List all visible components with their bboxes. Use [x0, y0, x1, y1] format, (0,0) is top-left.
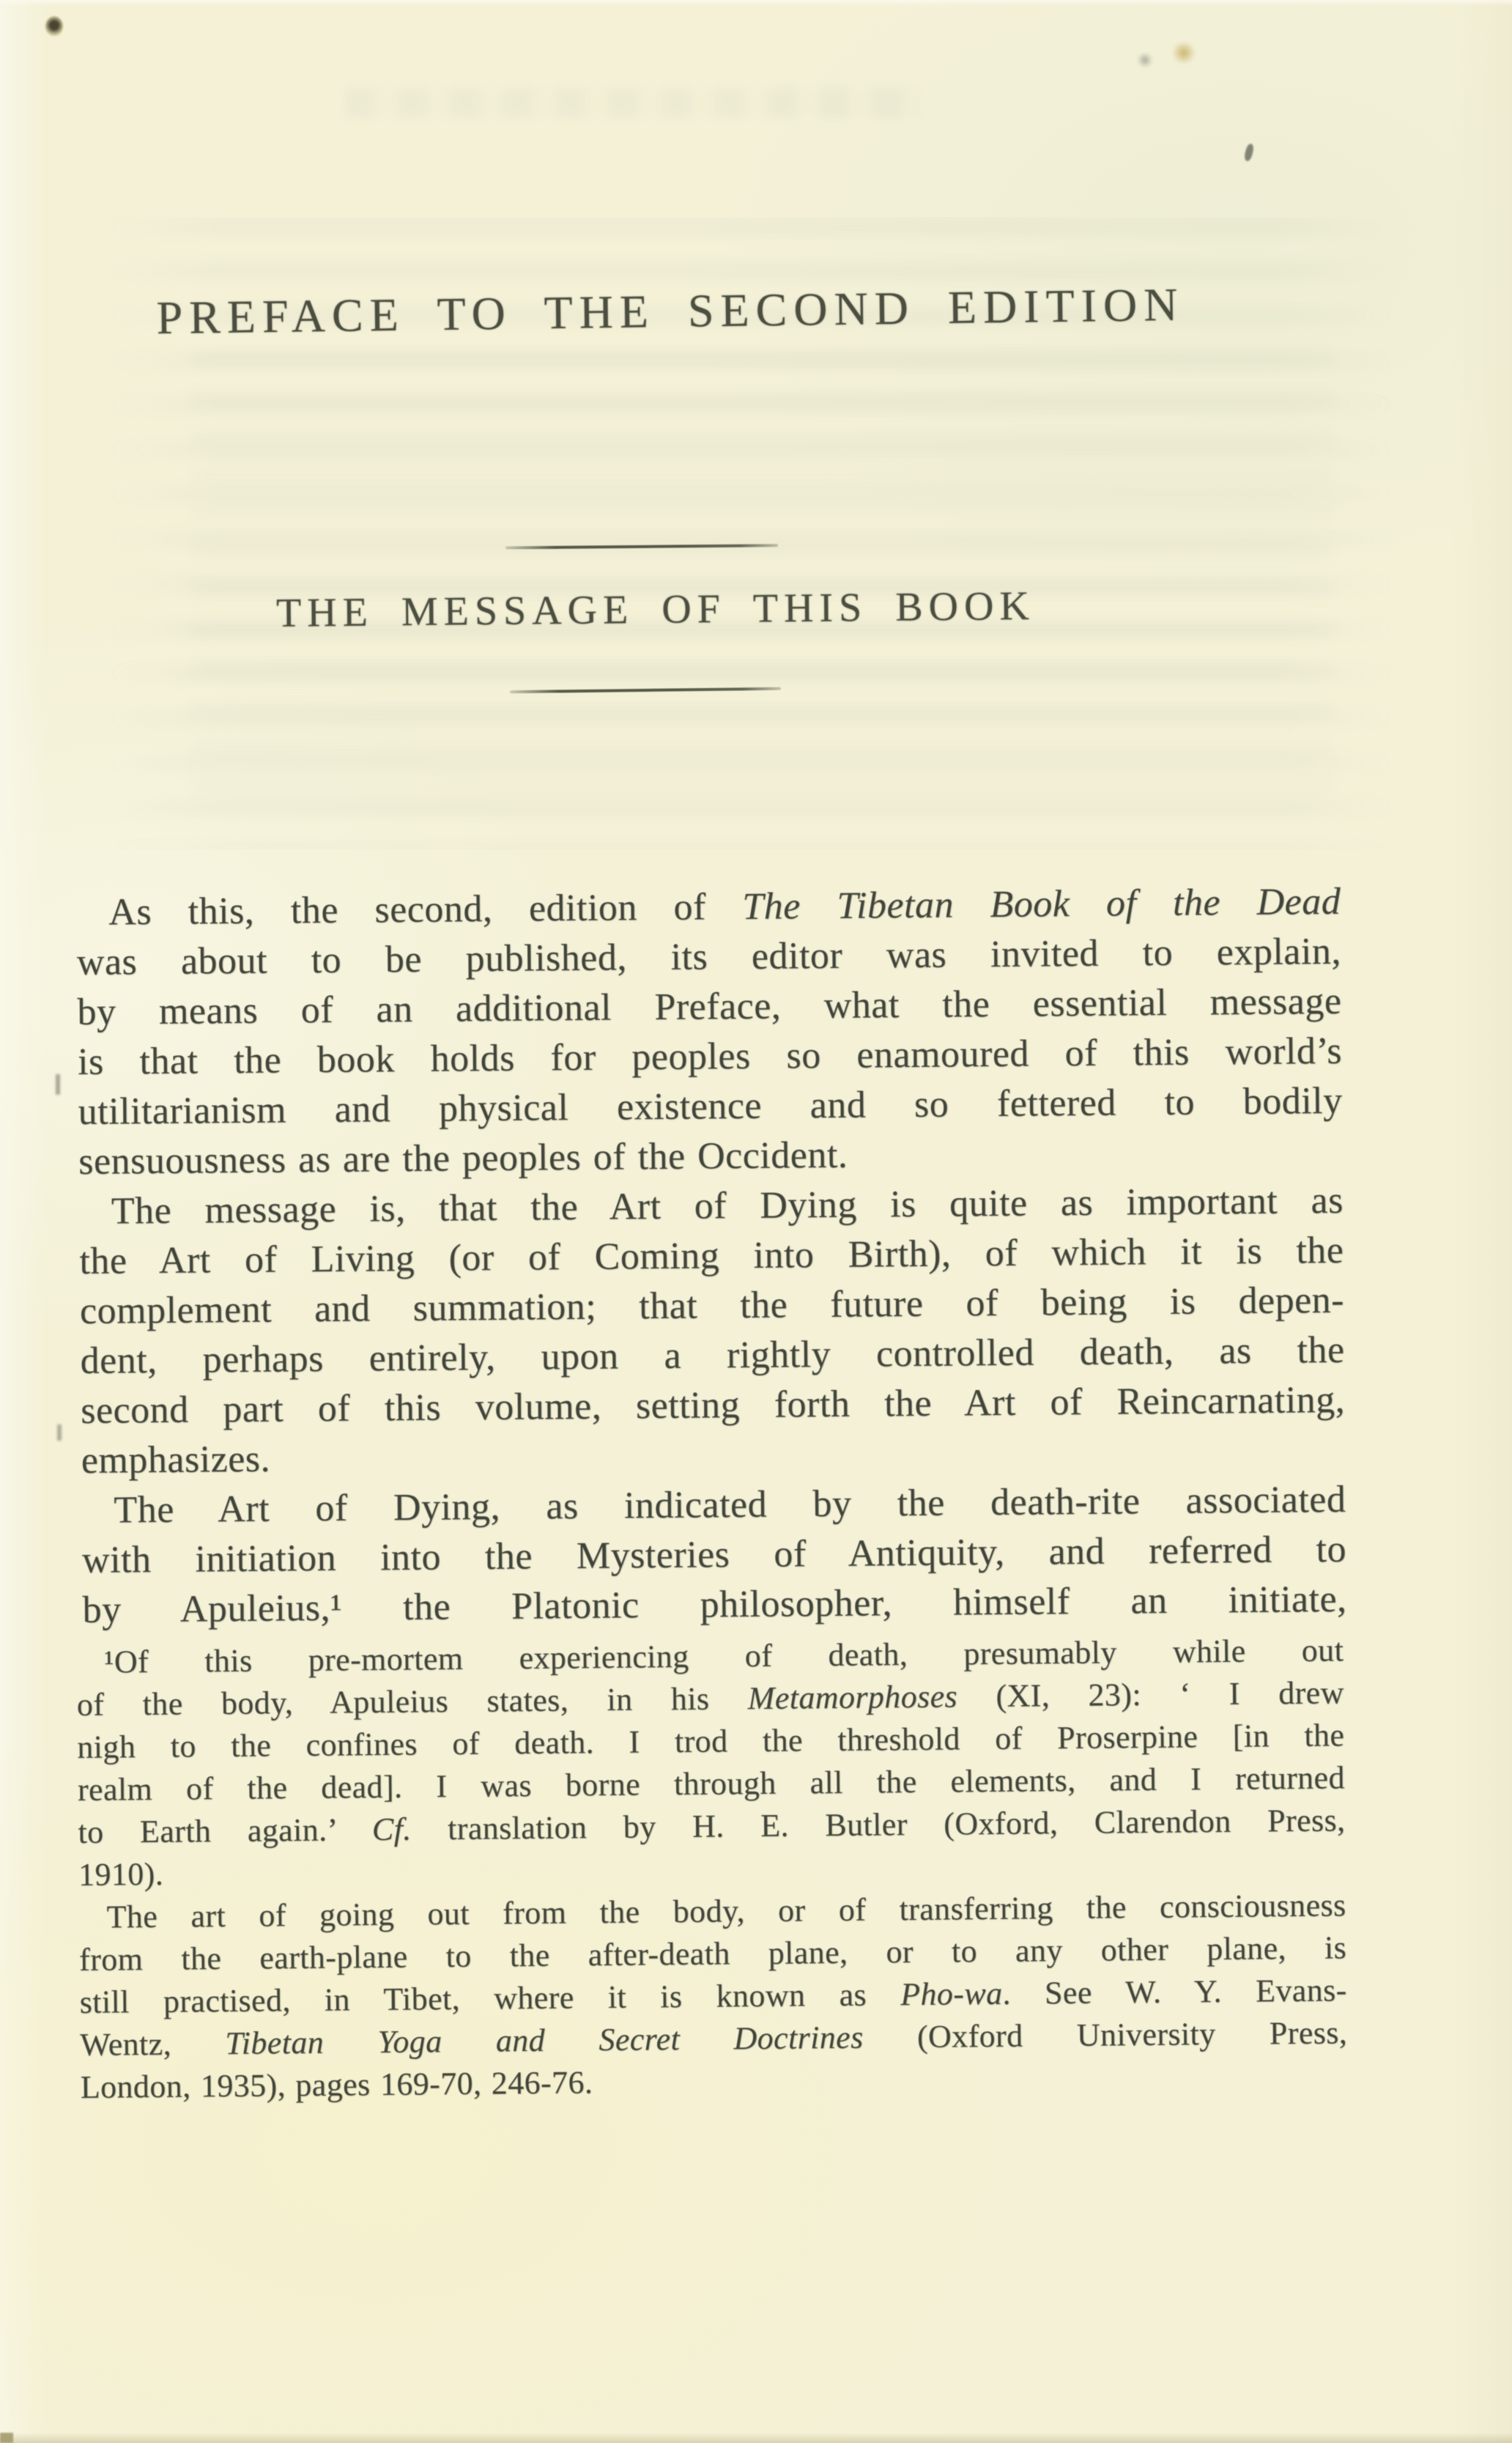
text-line: nigh to the confines of death. I trod the threshold of Proserpine [in the [77, 1717, 1345, 1765]
text-line: by means of an additional Preface, what the essential message [77, 980, 1342, 1033]
text-line: London, 1935), pages 169-70, 246-76. [80, 2064, 593, 2105]
page-subheading: THE MESSAGE OF THIS BOOK [275, 583, 1036, 636]
text-line: complement and summation; that the future of being is depen- [79, 1279, 1345, 1332]
text-line: of the body, Apuleius states, in his Metamorphoses (XI, 23): ‘ I drew [76, 1674, 1345, 1723]
paragraph-1 [76, 877, 1343, 1187]
text-line: is that the book holds for peoples so enamoured of this world’s [77, 1030, 1343, 1083]
text-line: The Art of Dying, as indicated by the death-rite associated [114, 1478, 1346, 1531]
text-line: the Art of Living (or of Coming into Birth), of which it is the [79, 1229, 1344, 1282]
footnote-paragraph-2 [78, 1884, 1348, 2109]
text-line: As this, the second, edition of The Tibetan Book of the Dead [108, 880, 1341, 934]
text-line: with initiation into the Mysteries of Antiquity, and referred to [81, 1528, 1347, 1581]
paragraph-3 [81, 1475, 1347, 1636]
text-line: The art of going out from the body, or of transferring the consciousness [106, 1887, 1346, 1935]
text-line: 1910). [78, 1855, 164, 1893]
text-line: from the earth-plane to the after-death plane, or to any other plane, is [78, 1929, 1347, 1978]
text-line: utilitarianism and physical existence and so fettered to bodily [78, 1079, 1343, 1133]
text-line: Wentz, Tibetan Yoga and Secret Doctrines (Oxford University Press, [80, 2014, 1348, 2063]
text-line: realm of the dead]. I was borne through all the elements, and I returned [77, 1759, 1346, 1808]
text-line: to Earth again.’ Cf. translation by H. E. Butler (Oxford, Clarendon Press, [78, 1802, 1346, 1850]
text-line: sensuousness as are the peoples of the Occident. [78, 1134, 848, 1183]
text-line: The message is, that the Art of Dying is quite as important as [111, 1179, 1344, 1232]
divider-rule-top [505, 544, 778, 549]
body-text [76, 877, 1347, 1636]
text-line: still practised, in Tibet, where it is known as Pho-wa. See W. Y. Evans- [79, 1972, 1347, 2020]
footnote-paragraph-1 [76, 1629, 1346, 1896]
text-line: second part of this volume, setting forth the Art of Reincarnating, [80, 1378, 1346, 1432]
text-line: dent, perhaps entirely, upon a rightly controlled death, as the [80, 1328, 1345, 1382]
divider-rule-bottom [510, 687, 781, 694]
footnote [76, 1629, 1348, 2109]
text-line: emphasizes. [81, 1438, 271, 1482]
text-line: was about to be published, its editor was invited to explain, [76, 930, 1342, 983]
page-heading: PREFACE TO THE SECOND EDITION [156, 278, 1185, 344]
text-line: by Apuleius,¹ the Platonic philosopher, himself an initiate, [82, 1578, 1347, 1631]
paragraph-2 [79, 1176, 1346, 1486]
text-line: ¹Of this pre-mortem experiencing of death, presumably while out [104, 1632, 1344, 1680]
